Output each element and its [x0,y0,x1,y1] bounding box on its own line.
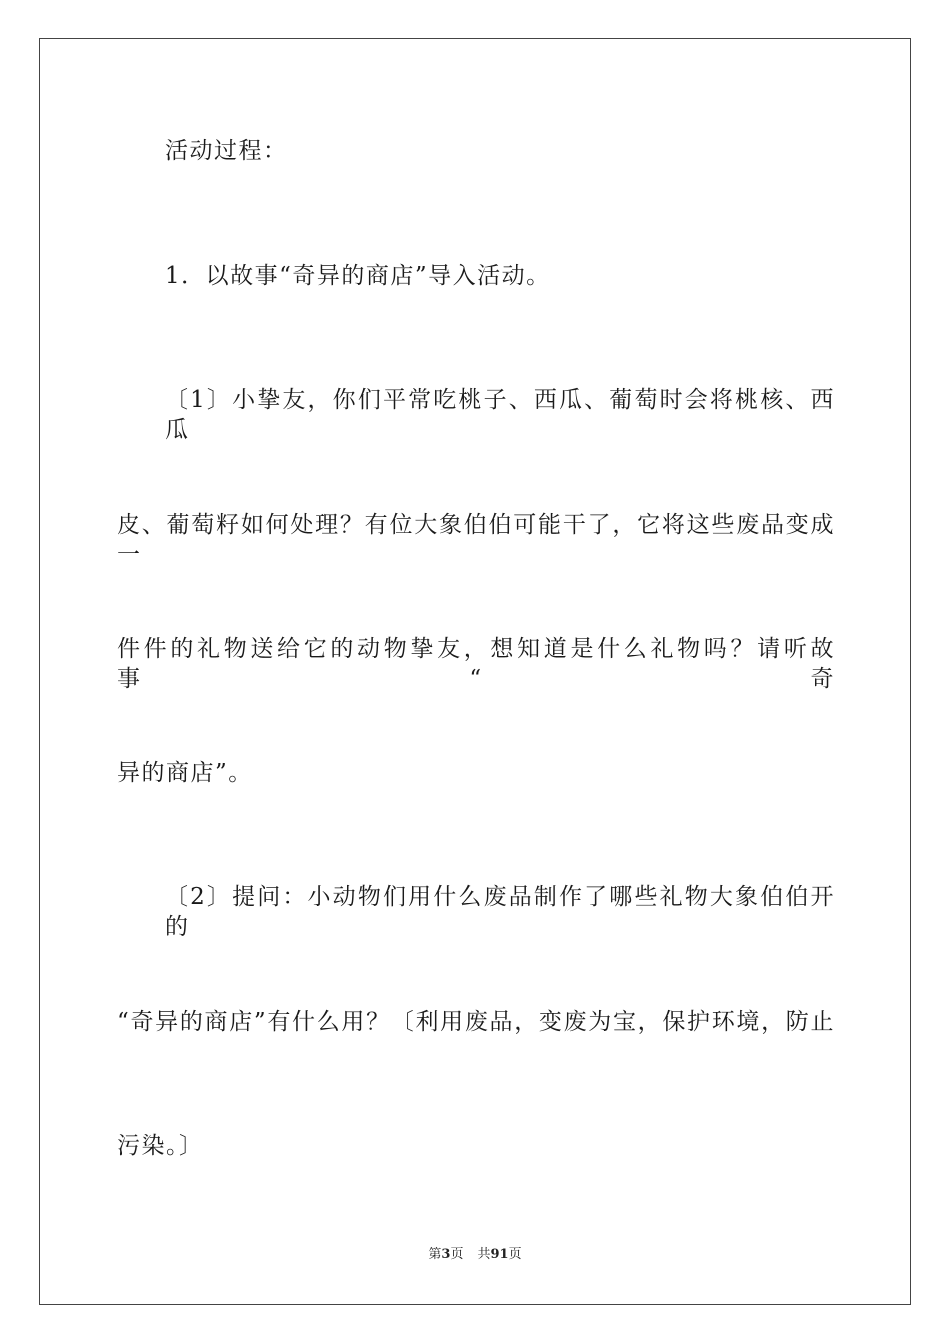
footer-total-prefix: 共 [477,1247,491,1262]
text-line-question-1-cont-b: 件件的礼物送给它的动物挚友，想知道是什么礼物吗？请听故事“奇 [117,636,835,692]
text-line-question-1-cont-a: 皮、葡萄籽如何处理？有位大象伯伯可能干了，它将这些废品变成一 [117,512,835,568]
footer-page-number: 3 [441,1247,451,1262]
text-line-question-2-start: 〔2〕提问：小动物们用什么废品制作了哪些礼物大象伯伯开的 [165,884,835,940]
text-line-question-2-cont: “奇异的商店”有什么用？〔利用废品，变废为宝，保护环境，防止 [117,1009,835,1035]
footer-page-suffix: 页 [450,1247,464,1262]
text-line-question-1-start: 〔1〕小挚友，你们平常吃桃子、西瓜、葡萄时会将桃核、西瓜 [165,387,835,443]
footer-total-suffix: 页 [508,1247,522,1262]
text-line-question-1-end: 异的商店”。 [117,760,253,786]
page-footer [0,1246,950,1264]
text-line-question-2-end: 污染。〕 [117,1133,204,1159]
text-line-step-1: 1．以故事“奇异的商店”导入活动。 [165,263,551,289]
footer-page-prefix: 第 [428,1247,442,1262]
footer-total-pages: 91 [490,1247,509,1262]
text-line-activity-process: 活动过程： [165,138,288,164]
